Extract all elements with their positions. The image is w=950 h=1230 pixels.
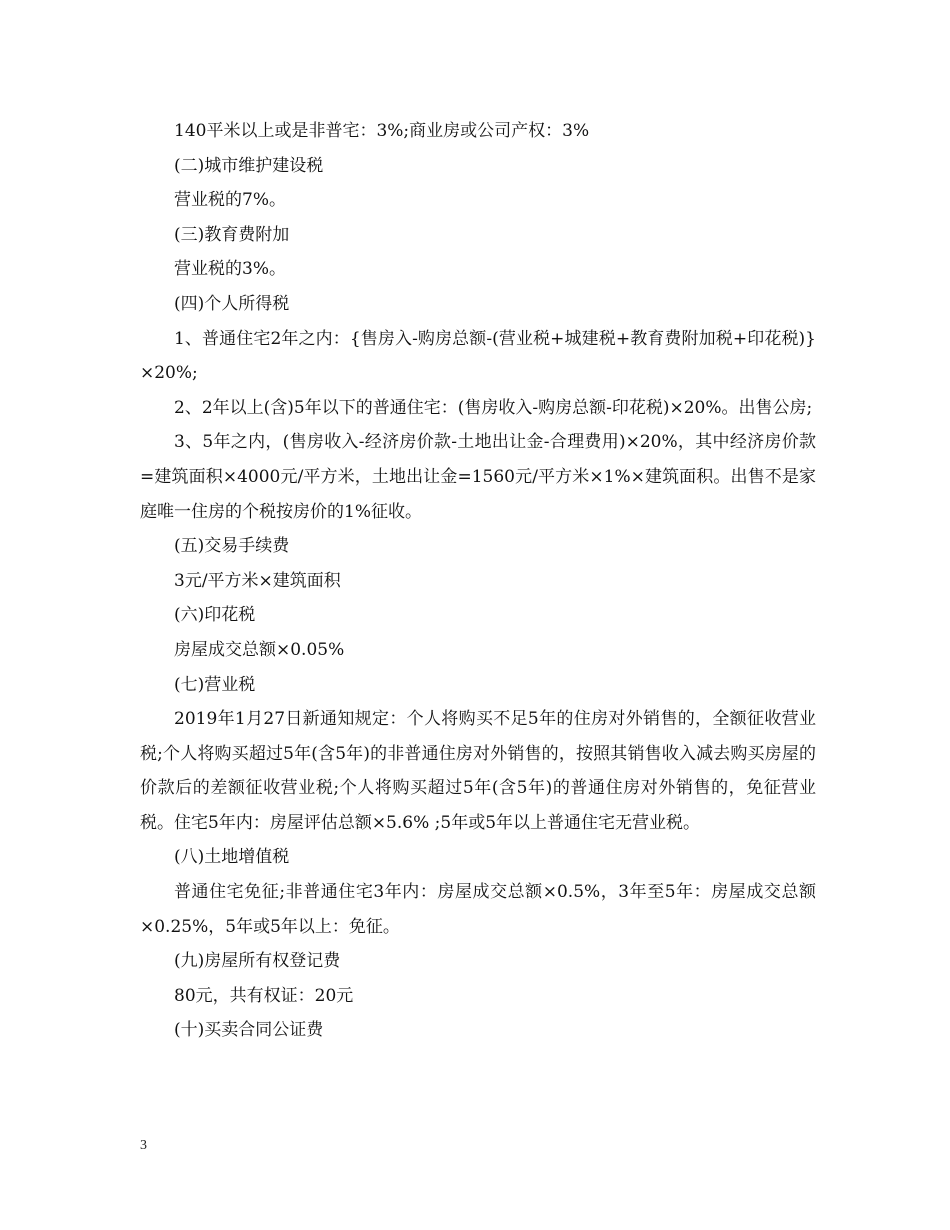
paragraph-13: 房屋成交总额×0.05%: [174, 639, 345, 660]
heading-business-tax: (七)营业税: [174, 674, 256, 695]
heading-contract-notary-fee: (十)买卖合同公证费: [174, 1020, 324, 1041]
heading-stamp-duty: (六)印花税: [174, 605, 256, 626]
paragraph-17: 普通住宅免征;非普通住宅3年内：房屋成交总额×0.5%，3年至5年：房屋成交总额×0.25%，5年或5年以上：免征。: [140, 882, 816, 937]
paragraph-19: 80元，共有权证：20元: [174, 985, 354, 1006]
heading-land-value-added-tax: (八)土地增值税: [174, 847, 290, 868]
heading-personal-income-tax: (四)个人所得税: [174, 293, 290, 314]
paragraph-1: 140平米以上或是非普宅：3%;商业房或公司产权：3%: [174, 121, 590, 141]
document-body: [140, 114, 816, 1048]
paragraph-11: 3元/平方米×建筑面积: [174, 570, 341, 591]
page-number: 3: [140, 1138, 147, 1153]
heading-ownership-registration-fee: (九)房屋所有权登记费: [174, 951, 341, 972]
heading-education-surcharge: (三)教育费附加: [174, 224, 290, 245]
paragraph-15: 2019年1月27日新通知规定：个人将购买不足5年的住房对外销售的，全额征收营业税;个人将购买超过5年(含5年)的非普通住房对外销售的，按照其销售收入减去购买房屋的价款后的差额征收营业税;个人将购买超过5年(含5年)的普通住房对外销售的，免征营业税。住宅5年内：房屋评估总额×5.6% ;5年或5年以上普通住宅无营业税。: [140, 709, 816, 833]
paragraph-3: 营业税的7%。: [174, 190, 286, 211]
paragraph-8: 2、2年以上(含)5年以下的普通住宅：(售房收入-购房总额-印花税)×20%。出售公房;: [174, 397, 813, 418]
paragraph-7: 1、普通住宅2年之内：{售房入-购房总额-(营业税+城建税+教育费附加税+印花税)}×20%;: [140, 328, 816, 384]
heading-urban-maintenance-tax: (二)城市维护建设税: [174, 155, 324, 176]
heading-transaction-fee: (五)交易手续费: [174, 536, 290, 557]
paragraph-5: 营业税的3%。: [174, 259, 286, 280]
paragraph-9: 3、5年之内，(售房收入-经济房价款-土地出让金-合理费用)×20%，其中经济房价款=建筑面积×4000元/平方米，土地出让金=1560元/平方米×1%×建筑面积。出售不是家庭唯一住房的个税按房价的1%征收。: [140, 432, 816, 522]
